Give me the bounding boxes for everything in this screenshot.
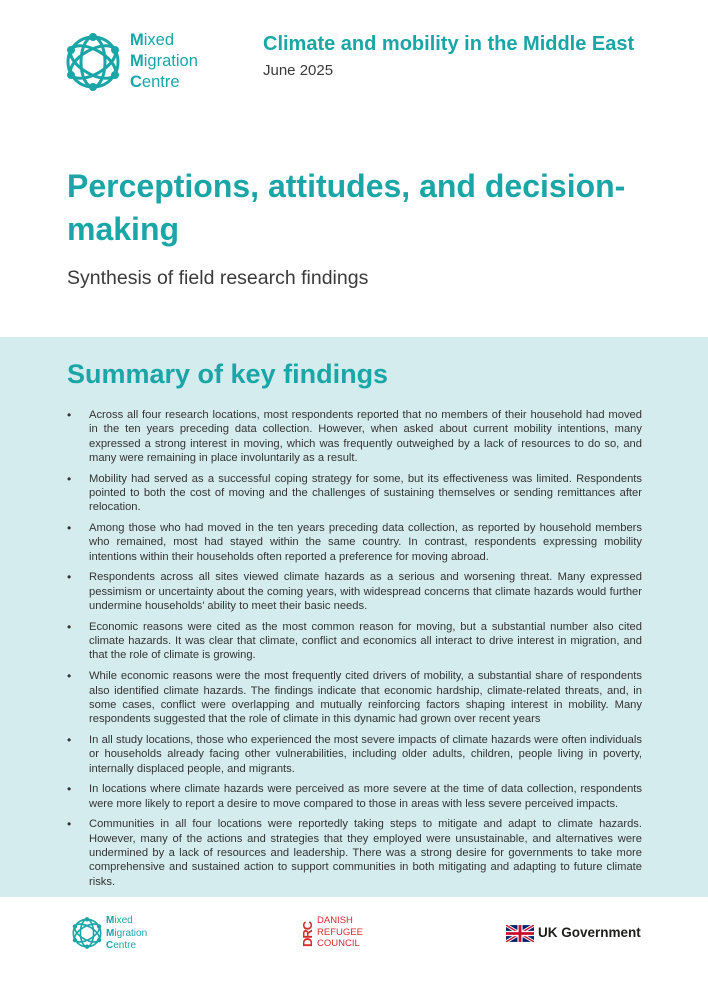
finding-item: • In all study locations, those who experienced the most severe impacts of climate hazards were often individuals or households already facing other vulnerabilities, including older adults, children, people living in poverty, internally displaced people, and migrants. (67, 732, 642, 775)
mmc-globe-icon (70, 915, 104, 951)
mmc-logo (62, 30, 237, 98)
finding-item: • Respondents across all sites viewed climate hazards as a serious and worsening threat. Many expressed pessimism or uncertainty about the coming years, with widespread concerns that climate hazards would further undermine households’ ability to meet their basic needs. (67, 570, 642, 613)
uk-flag-icon (506, 925, 534, 942)
page-header (0, 0, 708, 110)
bullet-icon: • (67, 619, 72, 634)
bullet-icon: • (67, 817, 72, 832)
bullet-icon: • (67, 408, 72, 422)
uk-government-logo (506, 922, 646, 946)
bullet-icon: • (67, 521, 72, 536)
findings-list (67, 408, 642, 895)
bullet-icon: • (67, 471, 72, 486)
finding-item: • Mobility had served as a successful coping strategy for some, but its effectiveness was limited. Respondents pointed to both the cost of moving and the challenges of sustaining themselves or sending remittances after relocation. (67, 471, 642, 514)
document-series-title: Climate and mobility in the Middle East (263, 33, 635, 55)
bullet-icon: • (67, 732, 72, 747)
footer-mmc-logo (70, 915, 200, 960)
finding-item: • Among those who had moved in the ten years preceding data collection, as reported by household members who remained, most had stayed within the same country. In contrast, respondents expressing mobility intentions within their households often reported a preference for moving abroad. (67, 521, 642, 563)
drc-logo-text: DANISH REFUGEE COUNCIL (317, 915, 363, 949)
finding-item: • In locations where climate hazards were perceived as more severe at the time of data collection, respondents were more likely to report a desire to move compared to those in areas with less severe perceived impacts. (67, 782, 642, 810)
finding-item: • Across all four research locations, most respondents reported that no members of their household had moved in the ten years preceding data collection. However, when asked about current mobility intentions, many expressed a strong interest in moving, which was frequently outweighed by a lack of resources to do so, and many were remaining in place involuntarily as a result. (67, 408, 642, 464)
mmc-logo-text: Mixed Migration Centre (130, 31, 198, 91)
footer-mmc-logo-text: Mixed Migration Centre (106, 915, 148, 951)
bullet-icon: • (67, 570, 72, 585)
summary-heading: Summary of key findings (67, 359, 389, 389)
bullet-icon: • (67, 669, 72, 684)
bullet-icon: • (67, 782, 72, 797)
drc-logo (300, 915, 420, 955)
page-footer (0, 897, 708, 1000)
mmc-globe-icon (62, 30, 124, 94)
finding-item: • Economic reasons were cited as the most common reason for moving, but a substantial number also cited climate hazards. It was clear that climate, conflict and economics all interact to drive interest in migration, and that the role of climate is growing. (67, 619, 642, 662)
summary-section (0, 337, 708, 897)
finding-item: • While economic reasons were the most frequently cited drivers of mobility, a substantial share of respondents also identified climate hazards. The findings indicate that economic hardship, climate-related threats, and, in some cases, conflict were overlapping and mutually reinforcing factors shaping interest in mobility. Many respondents suggested that the role of climate in this dynamic had grown over recent years (67, 669, 642, 726)
page-title: Perceptions, attitudes, and decision-making (67, 168, 626, 247)
drc-logo-mark: DRC (300, 921, 315, 947)
publication-date: June 2025 (263, 62, 334, 79)
finding-item: • Communities in all four locations were reportedly taking steps to mitigate and adapt to climate hazards. However, many of the actions and strategies that they employed were unsustainable, and alternatives were undermined by a lack of resources and leadership. There was a strong desire for governments to take more comprehensive and sustained action to support communities in both mitigating and adapting to future climate risks. (67, 817, 642, 888)
uk-government-text: UK Government (538, 925, 641, 940)
page-subtitle: Synthesis of field research findings (67, 267, 369, 289)
